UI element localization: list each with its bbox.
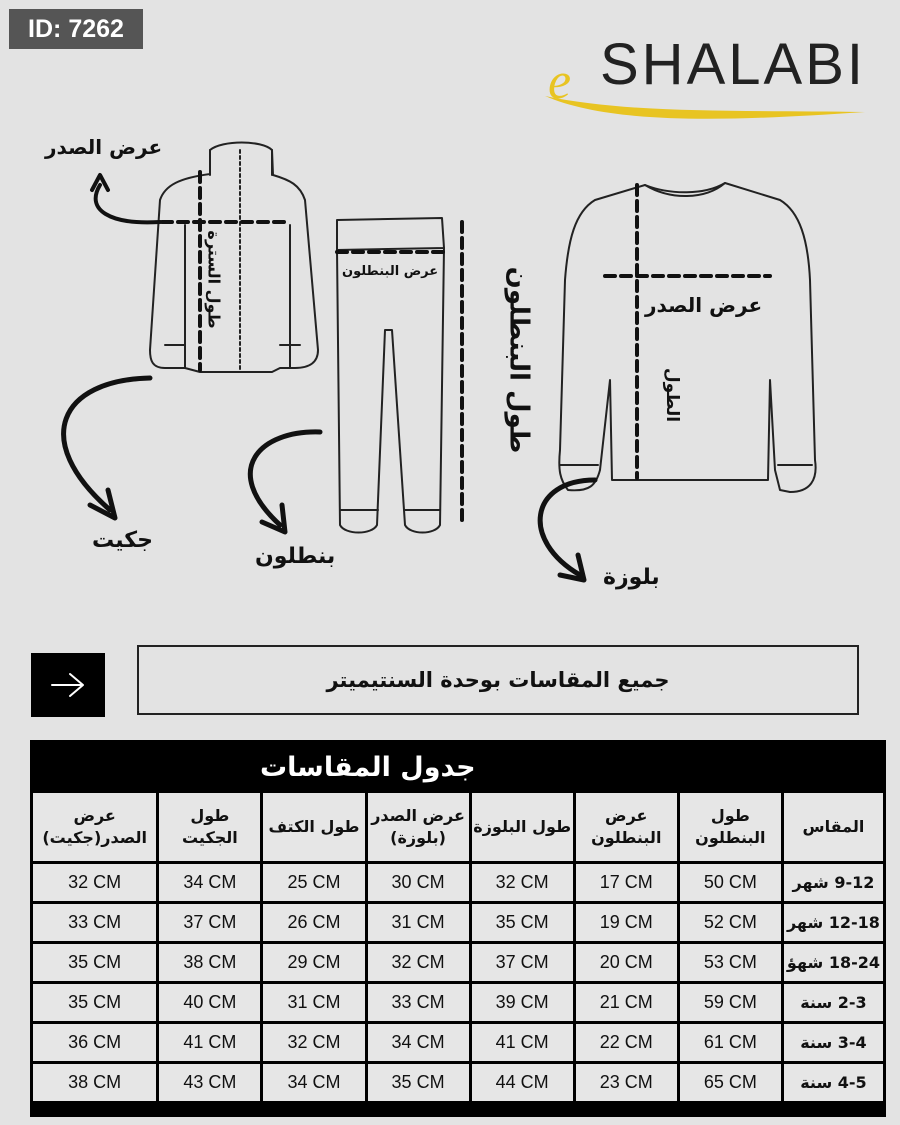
size-chart	[30, 740, 886, 1117]
cell-jacket-chest: 33 CM	[33, 904, 156, 941]
cell-pants-length: 53 CM	[680, 944, 781, 981]
pants-length-label: طول البنطلون	[503, 266, 534, 454]
units-note	[137, 645, 859, 715]
cell-blouse-length: 32 CM	[472, 864, 573, 901]
cell-pants-length: 61 CM	[680, 1024, 781, 1061]
cell-pants-length: 59 CM	[680, 984, 781, 1021]
cell-blouse-length: 44 CM	[472, 1064, 573, 1101]
shirt-length-label: الطول	[662, 367, 683, 423]
arrow-right-icon	[48, 670, 88, 700]
cell-pants-width: 23 CM	[576, 1064, 677, 1101]
cell-blouse-length: 37 CM	[472, 944, 573, 981]
cell-shoulder-length: 26 CM	[263, 904, 364, 941]
cell-size: 2-3 سنة	[784, 984, 883, 1021]
header-jacket-length: طول الجكيت	[159, 793, 260, 861]
cell-shoulder-length: 31 CM	[263, 984, 364, 1021]
cell-shoulder-length: 25 CM	[263, 864, 364, 901]
units-note-text: جميع المقاسات بوحدة السنتيميتر	[326, 668, 670, 692]
cell-jacket-length: 34 CM	[159, 864, 260, 901]
header-blouse-length: طول البلوزة	[472, 793, 573, 861]
table-row	[33, 904, 883, 941]
pants-width-label: عرض البنطلون	[342, 264, 439, 279]
logo-swoosh	[540, 84, 870, 124]
cell-jacket-length: 41 CM	[159, 1024, 260, 1061]
header-jacket-chest: عرض الصدر(جكيت)	[33, 793, 156, 861]
brand-logo	[540, 24, 870, 124]
header-shoulder-length: طول الكتف	[263, 793, 364, 861]
header-size: المقاس	[784, 793, 883, 861]
cell-blouse-chest: 32 CM	[368, 944, 469, 981]
cell-blouse-chest: 33 CM	[368, 984, 469, 1021]
cell-pants-width: 20 CM	[576, 944, 677, 981]
cell-jacket-chest: 35 CM	[33, 944, 156, 981]
header-pants-length: طول البنطلون	[680, 793, 781, 861]
cell-jacket-chest: 35 CM	[33, 984, 156, 1021]
cell-pants-width: 17 CM	[576, 864, 677, 901]
cell-jacket-length: 40 CM	[159, 984, 260, 1021]
cell-jacket-length: 37 CM	[159, 904, 260, 941]
cell-pants-length: 65 CM	[680, 1064, 781, 1101]
cell-shoulder-length: 32 CM	[263, 1024, 364, 1061]
cell-blouse-chest: 35 CM	[368, 1064, 469, 1101]
size-table	[30, 790, 886, 1104]
cell-pants-length: 52 CM	[680, 904, 781, 941]
header-blouse-chest: عرض الصدر (بلوزة)	[368, 793, 469, 861]
jacket-name-label: جكيت	[92, 528, 153, 553]
table-row	[33, 984, 883, 1021]
cell-pants-width: 19 CM	[576, 904, 677, 941]
cell-jacket-length: 38 CM	[159, 944, 260, 981]
cell-jacket-chest: 32 CM	[33, 864, 156, 901]
cell-blouse-chest: 31 CM	[368, 904, 469, 941]
shirt-name-label: بلوزة	[603, 565, 660, 590]
cell-shoulder-length: 29 CM	[263, 944, 364, 981]
cell-blouse-length: 41 CM	[472, 1024, 573, 1061]
table-row	[33, 1024, 883, 1061]
arrow-right-button[interactable]	[31, 653, 105, 717]
cell-size: 4-5 سنة	[784, 1064, 883, 1101]
logo-text: SHALABI	[600, 32, 866, 97]
cell-blouse-length: 39 CM	[472, 984, 573, 1021]
jacket-chest-label: عرض الصدر	[45, 135, 163, 159]
cell-jacket-chest: 36 CM	[33, 1024, 156, 1061]
cell-pants-width: 22 CM	[576, 1024, 677, 1061]
shirt-chest-label: عرض الصدر	[645, 293, 763, 317]
cell-blouse-length: 35 CM	[472, 904, 573, 941]
header-pants-width: عرض البنطلون	[576, 793, 677, 861]
table-row	[33, 864, 883, 901]
table-row	[33, 1064, 883, 1101]
cell-size: 18-24 شهؤ	[784, 944, 883, 981]
jacket-length-label: طول السترة	[204, 230, 224, 329]
cell-shoulder-length: 34 CM	[263, 1064, 364, 1101]
jacket-drawing	[150, 143, 318, 373]
pants-name-label: بنطلون	[255, 544, 336, 569]
cell-size: 9-12 شهر	[784, 864, 883, 901]
size-chart-title: جدول المقاسات	[260, 752, 476, 783]
logo-e: e	[548, 53, 572, 110]
cell-blouse-chest: 30 CM	[368, 864, 469, 901]
cell-size: 3-4 سنة	[784, 1024, 883, 1061]
cell-blouse-chest: 34 CM	[368, 1024, 469, 1061]
cell-size: 12-18 شهر	[784, 904, 883, 941]
cell-pants-width: 21 CM	[576, 984, 677, 1021]
table-row	[33, 944, 883, 981]
id-badge: ID: 7262	[9, 9, 143, 49]
cell-jacket-length: 43 CM	[159, 1064, 260, 1101]
shirt-drawing	[559, 183, 815, 492]
cell-jacket-chest: 38 CM	[33, 1064, 156, 1101]
table-header-row	[33, 793, 883, 861]
cell-pants-length: 50 CM	[680, 864, 781, 901]
